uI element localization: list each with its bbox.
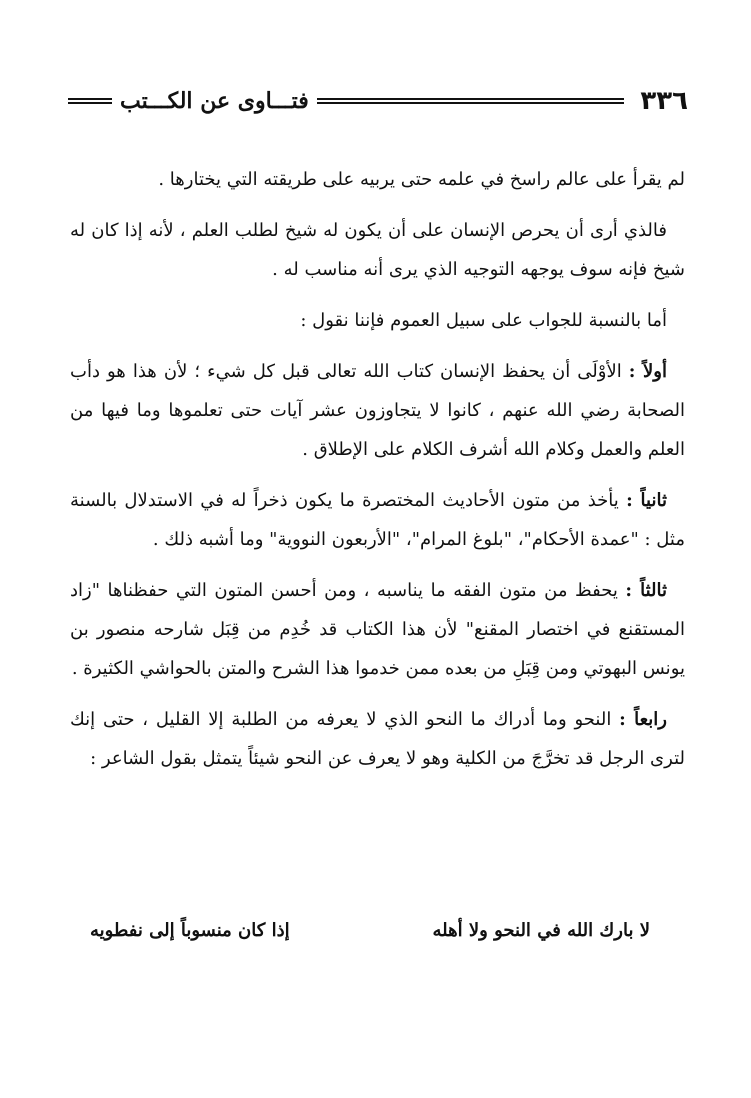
paragraph-text: لم يقرأ على عالم راسخ في علمه حتى يربيه على طريقته التي يختارها .: [158, 169, 685, 190]
paragraph-lead: ثالثاً :: [625, 580, 667, 601]
paragraph: [70, 160, 685, 199]
poetry-verse: [90, 920, 650, 941]
page-header: [68, 84, 688, 118]
paragraph-lead: ثانياً :: [626, 490, 667, 511]
paragraph: [70, 481, 685, 559]
verse-first-hemistich: لا بارك الله في النحو ولا أهله: [432, 920, 650, 941]
paragraph-lead: رابعاً :: [619, 709, 667, 730]
paragraph-text: فالذي أرى أن يحرص الإنسان على أن يكون له شيخ لطلب العلم ، لأنه إذا كان له شيخ فإنه سوف يوجهه التوجيه الذي يرى أنه مناسب له .: [70, 220, 685, 280]
paragraph: [70, 211, 685, 289]
paragraph-lead: أولاً :: [628, 361, 667, 382]
paragraph-text: النحو وما أدراك ما النحو الذي لا يعرفه من الطلبة إلا القليل ، حتى إنك لترى الرجل قد تخرَّجَ من الكلية وهو لا يعرف عن النحو شيئاً يتمثل بقول الشاعر :: [70, 709, 685, 769]
paragraph-text: يحفظ من متون الفقه ما يناسبه ، ومن أحسن المتون التي حفظناها "زاد المستقنع في اختصار المقنع" لأن هذا الكتاب قد خُدِم من قِبَل شارحه منصور بن يونس البهوتي ومن قِبَلِ من بعده ممن خدموا هذا الشرح والمتن بالحواشي الكثيرة .: [70, 580, 685, 679]
paragraph-text: الأوْلَى أن يحفظ الإنسان كتاب الله تعالى قبل كل شيء ؛ لأن هذا هو دأب الصحابة رضي الله عنهم ، كانوا لا يتجاوزون عشر آيات حتى تعلموها وما فيها من العلم والعمل وكلام الله أشرف الكلام على الإطلاق .: [70, 361, 685, 460]
paragraph: [70, 571, 685, 688]
page-number: ٣٣٦: [640, 86, 688, 116]
verse-second-hemistich: إذا كان منسوباً إلى نفطويه: [90, 920, 290, 941]
header-rule-end: [68, 98, 112, 104]
paragraph: [70, 352, 685, 469]
paragraph-text: أما بالنسبة للجواب على سبيل العموم فإننا نقول :: [300, 310, 667, 331]
page-body: [70, 160, 685, 790]
book-title: فتـــاوى عن الكـــتب: [120, 88, 309, 114]
paragraph-text: يأخذ من متون الأحاديث المختصرة ما يكون ذخراً له في الاستدلال بالسنة مثل : "عمدة الأحكام"، "بلوغ المرام"، "الأربعون النووية" وما أشبه ذلك .: [70, 490, 685, 550]
paragraph: [70, 301, 685, 340]
paragraph: [70, 700, 685, 778]
header-rule: [317, 98, 625, 104]
